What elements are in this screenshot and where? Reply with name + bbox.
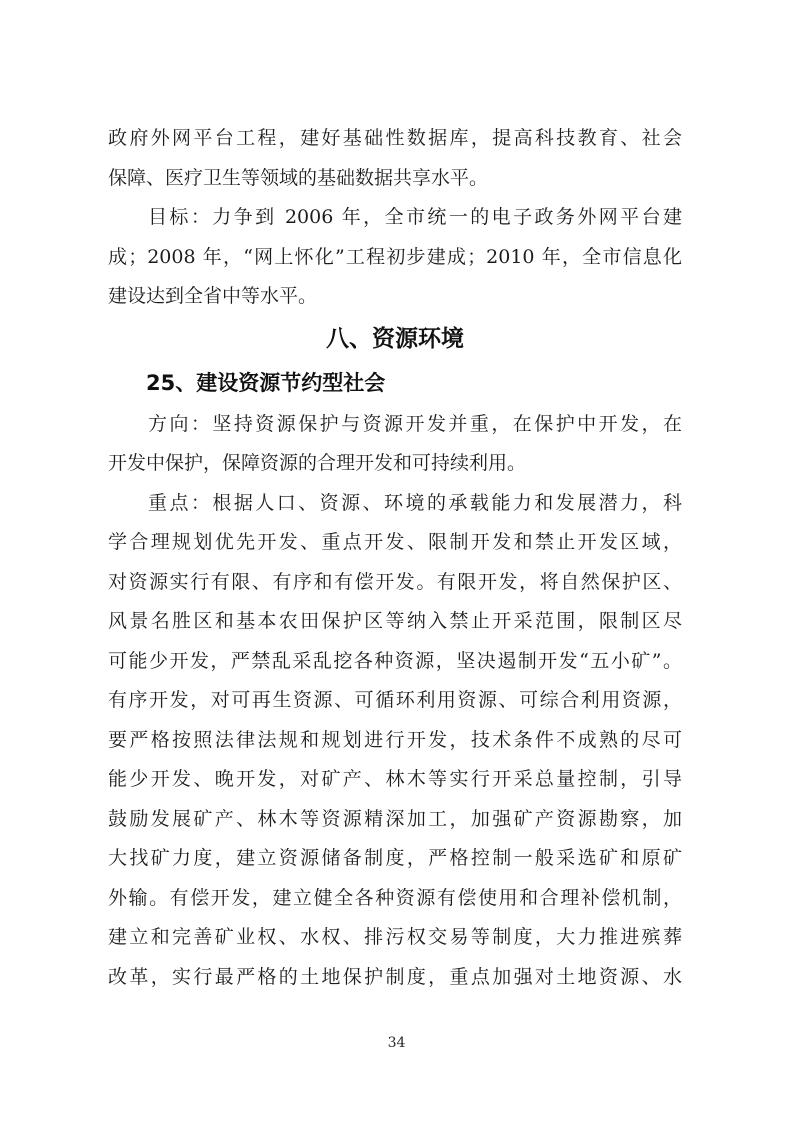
text-line: 鼓励发展矿产、林木等资源精深加工，加强矿产资源勘察，加 (108, 807, 682, 830)
text-line: 成；2008 年，“网上怀化”工程初步建成；2010 年，全市信息化 (108, 245, 682, 268)
text-line: 能少开发、晚开发，对矿产、林木等实行开采总量控制，引导 (108, 768, 682, 790)
text-line: 大找矿力度，建立资源储备制度，严格控制一般采选矿和原矿 (108, 847, 682, 869)
text-line: 建设达到全省中等水平。 (108, 285, 318, 307)
text-line: 保障、医疗卫生等领域的基础数据共享水平。 (108, 166, 489, 189)
page-number: 34 (387, 1035, 406, 1051)
document-body (108, 119, 682, 997)
section-heading: 八、资源环境 (326, 325, 464, 352)
text-line: 重点：根据人口、资源、环境的承载能力和发展潜力，科 (148, 491, 682, 514)
text-line: 有序开发，对可再生资源、可循环利用资源、可综合利用资源， (108, 689, 682, 711)
paragraph-focus (108, 484, 682, 998)
text-line: 建立和完善矿业权、水权、排污权交易等制度，大力推进殡葬 (108, 926, 682, 948)
text-line: 方向：坚持资源保护与资源开发并重，在保护中开发，在 (148, 412, 682, 435)
text-line: 可能少开发，严禁乱采乱挖各种资源，坚决遏制开发“五小矿”。 (108, 649, 682, 672)
paragraph-goal (108, 198, 682, 317)
text-line: 政府外网平台工程，建好基础性数据库，提高科技教育、社会 (108, 127, 682, 149)
paragraph-direction (108, 405, 682, 484)
text-line: 改革，实行最严格的土地保护制度，重点加强对土地资源、水 (108, 965, 682, 988)
text-line: 对资源实行有限、有序和有偿开发。有限开发，将自然保护区、 (108, 570, 682, 593)
text-line: 风景名胜区和基本农田保护区等纳入禁止开采范围，限制区尽 (108, 610, 682, 632)
subsection-heading: 25、建设资源节约型社会 (146, 370, 386, 395)
text-line: 目标：力争到 2006 年，全市统一的电子政务外网平台建 (148, 206, 682, 228)
text-line: 开发中保护，保障资源的合理开发和可持续利用。 (108, 452, 527, 474)
paragraph-continuation (108, 119, 682, 198)
text-line: 外输。有偿开发，建立健全各种资源有偿使用和合理补偿机制， (108, 886, 682, 909)
text-line: 要严格按照法律法规和规划进行开发，技术条件不成熟的尽可 (108, 728, 682, 751)
text-line: 学合理规划优先开发、重点开发、限制开发和禁止开发区域， (108, 531, 682, 553)
